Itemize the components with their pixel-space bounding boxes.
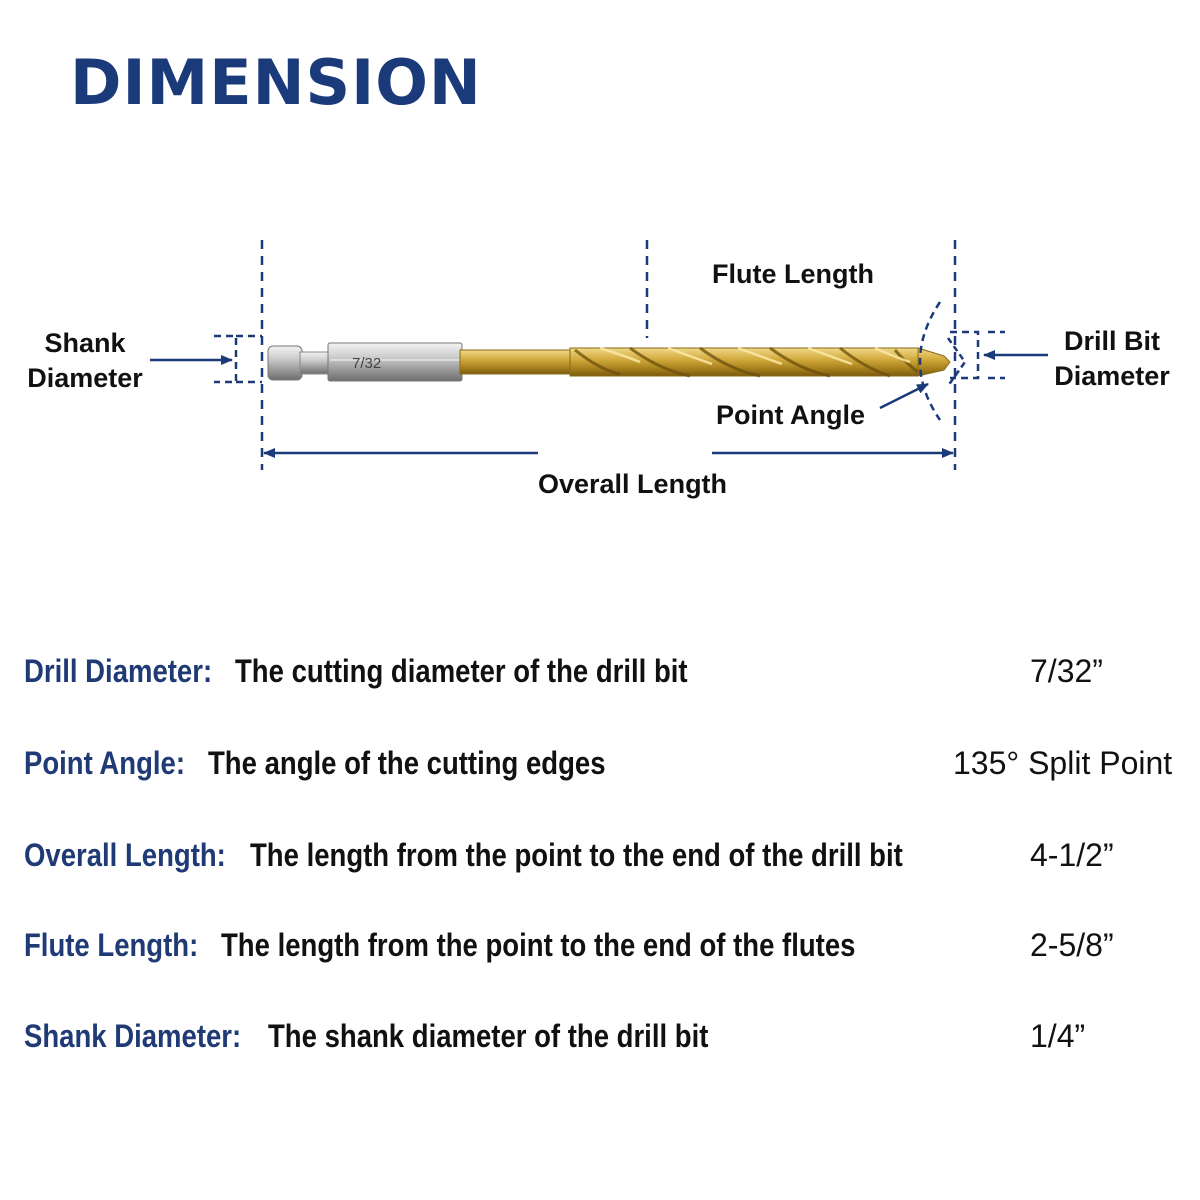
drill-bit-diagram [0,220,1200,520]
spec-value: 4-1/2” [1030,837,1114,873]
spec-row-point-angle [24,741,1184,785]
spec-description: The length from the point to the end of the flutes [221,927,856,963]
drill-flutes [570,348,918,376]
drill-tip [918,348,950,376]
spec-value: 135° Split Point [953,745,1173,781]
shank-marking: 7/32 [352,355,382,372]
flute-length-label: Flute Length [712,259,874,289]
shank-diameter-label [22,326,148,395]
spec-row-shank-diameter [24,1014,1184,1058]
spec-value: 7/32” [1030,653,1103,689]
page-title: DIMENSION [70,46,482,119]
spec-name: Overall Length: [24,837,226,873]
spec-name: Drill Diameter: [24,653,213,689]
drill-bit-diameter-label [1048,324,1176,393]
spec-value: 1/4” [1030,1018,1086,1054]
point-angle-label: Point Angle [716,400,865,430]
spec-description: The length from the point to the end of the drill bit [250,837,903,873]
spec-description: The shank diameter of the drill bit [268,1018,709,1054]
shank-diameter-label-line2: Diameter [27,362,143,393]
spec-description: The cutting diameter of the drill bit [235,653,688,689]
spec-name: Shank Diameter: [24,1018,242,1054]
shank-diameter-label-line1: Shank [44,328,126,358]
spec-row-overall-length [24,833,1184,877]
spec-description: The angle of the cutting edges [208,745,606,781]
drill-bit-diameter-bracket [950,332,1048,378]
drill-body [460,350,580,374]
spec-row-flute-length [24,923,1184,967]
spec-name: Flute Length: [24,927,199,963]
shank-diameter-bracket [150,336,262,382]
drill-bit-diameter-label-line1: Drill Bit [1063,326,1160,356]
overall-length-label: Overall Length [538,469,728,499]
drill-bit-diameter-label-line2: Diameter [1054,360,1170,391]
spec-row-drill-diameter [24,649,1184,693]
spec-value: 2-5/8” [1030,927,1114,963]
spec-name: Point Angle: [24,745,186,781]
